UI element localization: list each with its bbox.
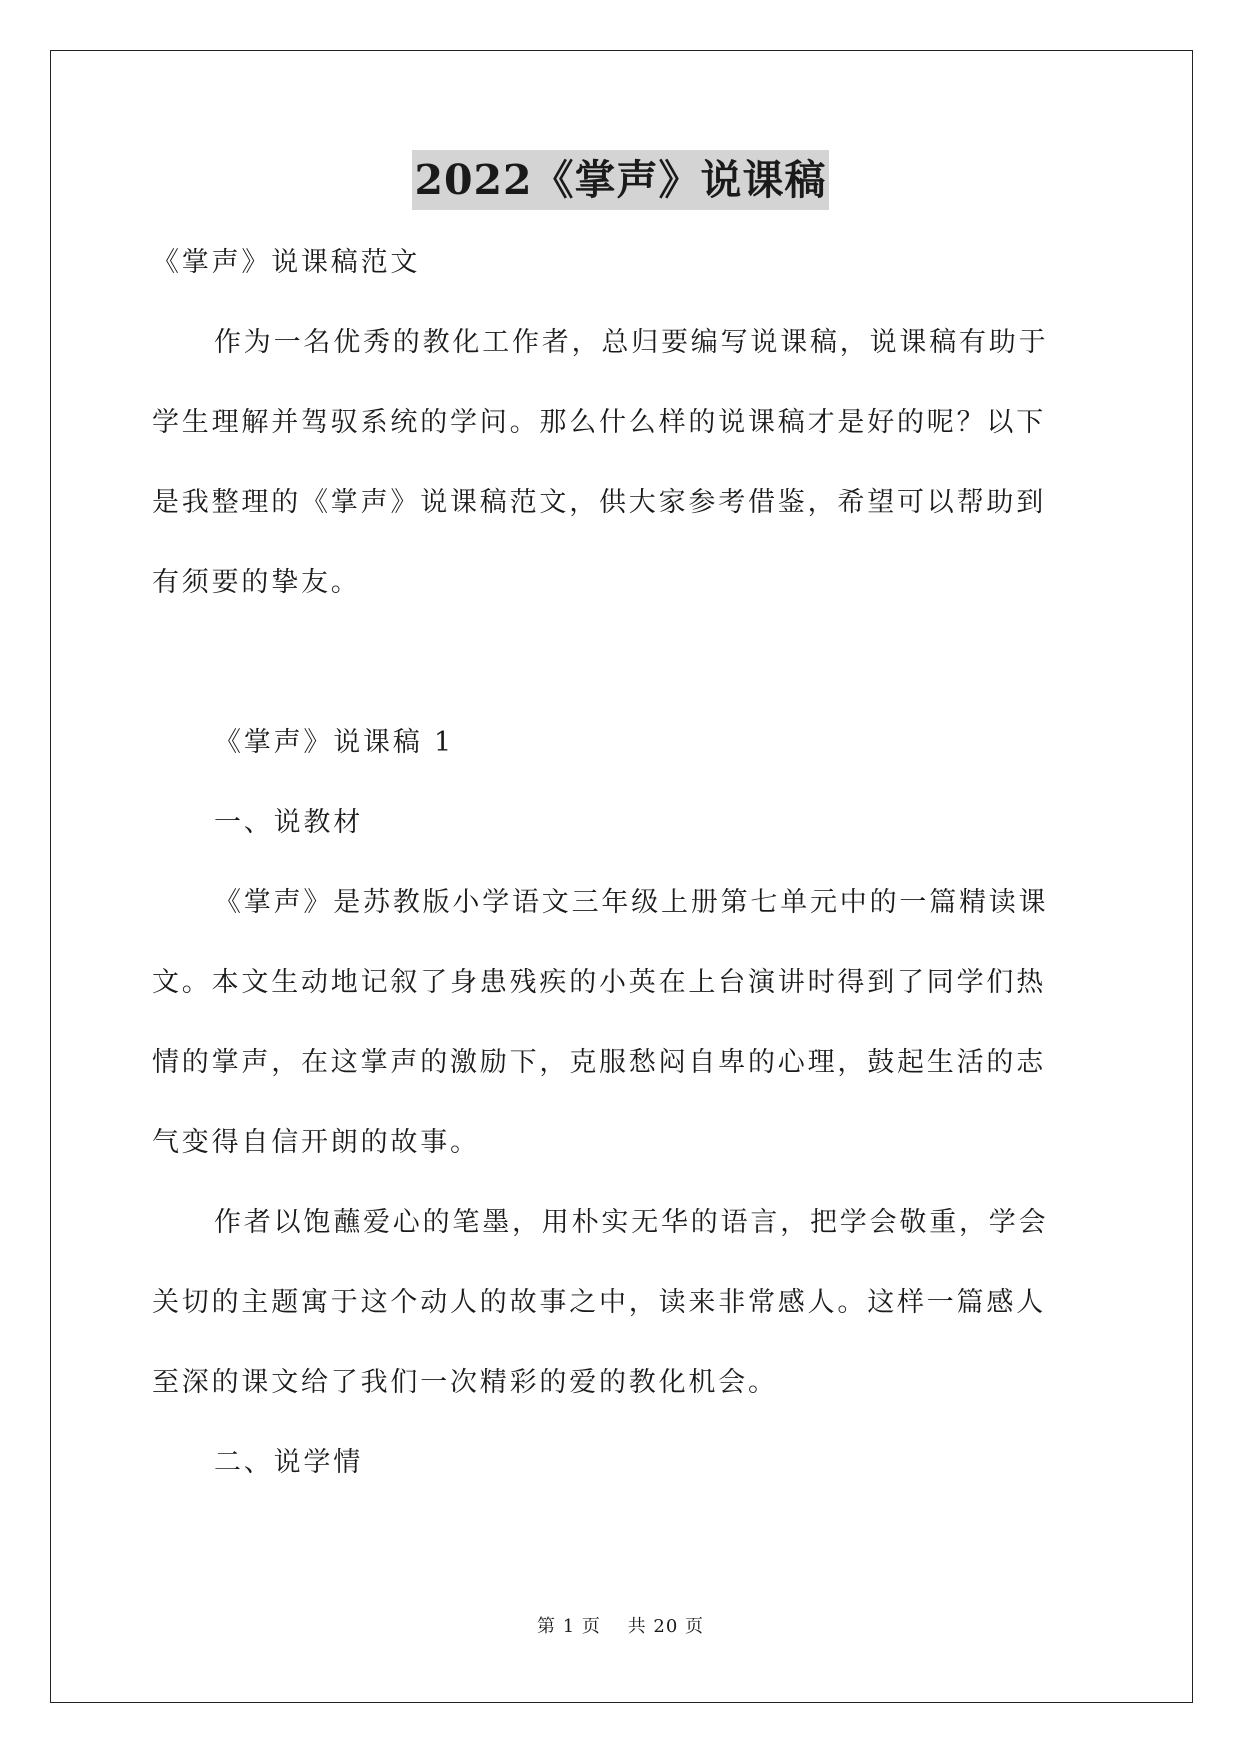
text-line: 《掌声》说课稿范文 [152,247,421,278]
page-total: 共 20 页 [627,1616,704,1637]
text-line: 至深的课文给了我们一次精彩的爱的教化机会。 [152,1367,778,1398]
paragraph-gap [152,638,1092,718]
text-line: 一、说教材 [214,807,363,838]
text-line: 作者以饱蘸爱心的笔墨，用朴实无华的语言，把学会敬重，学会 [214,1207,1049,1238]
text-line: 情的掌声，在这掌声的激励下，克服愁闷自卑的心理，鼓起生活的志 [152,1047,1046,1078]
text-line: 有须要的挚友。 [152,567,361,598]
text-line: 关切的主题寓于这个动人的故事之中，读来非常感人。这样一篇感人 [152,1287,1046,1318]
text-line: 《掌声》说课稿 1 [214,727,454,758]
text-line: 文。本文生动地记叙了身患残疾的小英在上台演讲时得到了同学们热 [152,967,1046,998]
text-line: 气变得自信开朗的故事。 [152,1127,480,1158]
text-line: 学生理解并驾驭系统的学问。那么什么样的说课稿才是好的呢？以下 [152,407,1046,438]
page-footer [0,1612,1241,1638]
document-body [152,238,1092,1518]
text-line: 是我整理的《掌声》说课稿范文，供大家参考借鉴，希望可以帮助到 [152,487,1046,518]
document-title: 2022《掌声》说课稿 [412,150,828,210]
text-line: 二、说学情 [214,1447,363,1478]
text-line: 《掌声》是苏教版小学语文三年级上册第七单元中的一篇精读课 [214,887,1049,918]
title-container [0,150,1241,210]
page-number: 第 1 页 [537,1616,601,1637]
text-line: 作为一名优秀的教化工作者，总归要编写说课稿，说课稿有助于 [214,327,1049,358]
